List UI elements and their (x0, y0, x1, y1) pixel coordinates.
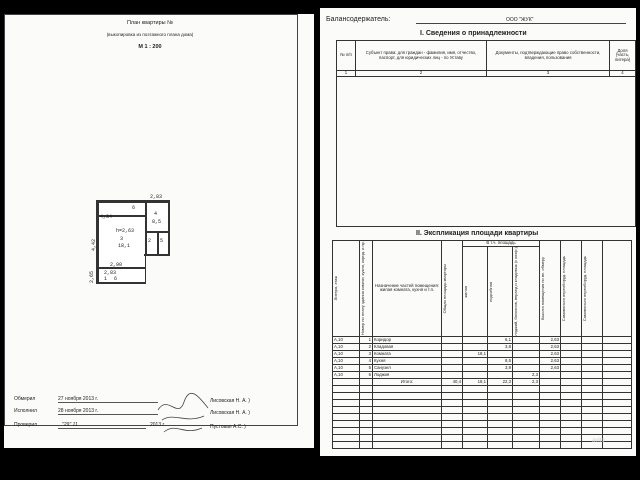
cell-height: 2,63 (540, 343, 561, 350)
label-dim-442: 4,42 (91, 238, 98, 252)
cell-height: 2,63 (540, 350, 561, 357)
cell-litera: А,10 (333, 364, 360, 371)
total-loggia: 2,3 (513, 378, 540, 385)
total-label: Итого: (373, 378, 442, 385)
cell-loggia (513, 336, 540, 343)
cell-loggia (513, 343, 540, 350)
cell-total (442, 350, 463, 357)
holder-value: ООО "ЖУК" (506, 17, 534, 23)
empty-row (333, 434, 632, 441)
label-dim-283b: 2,83 (104, 270, 117, 276)
sig-role-2: Исполнил (14, 408, 37, 414)
col-subject: Субъект права: для граждан - фамилия, имя, отчество, паспорт, для юридических лиц - по Уставу (356, 41, 487, 71)
table-row (333, 364, 632, 371)
ownership-body (337, 77, 636, 227)
cell-living: 18,1 (463, 350, 488, 357)
col-room-no: Номер по плану здания комнат, кухни, корид. и пр. (360, 241, 365, 336)
sig-date-1: 27 ноября 2013 г. (58, 396, 98, 402)
sig-date-2: 28 ноября 2013 г. (58, 408, 98, 414)
cell-name: Кухня (373, 357, 442, 364)
cell-litera: А,10 (333, 350, 360, 357)
cell-aux: 3,8 (488, 343, 513, 350)
col-litera: Литера, этаж (333, 276, 338, 301)
table-row (333, 343, 632, 350)
cell-total (442, 336, 463, 343)
cell-litera: А,10 (333, 336, 360, 343)
col-total: Общая площадь квартиры (442, 263, 447, 314)
cell-living (463, 371, 488, 378)
col-share: Доля (часть, литера) (610, 41, 636, 71)
label-r2: 2 (148, 238, 152, 244)
cell-living (463, 364, 488, 371)
empty-row (333, 385, 632, 392)
left-document-page (4, 14, 314, 448)
label-r4: 4 (154, 211, 158, 217)
cell-aux: 6,1 (488, 336, 513, 343)
cell-loggia: 2,3 (513, 371, 540, 378)
col-unauth-1: Самовольно переоборуд. площадь (561, 255, 566, 321)
cell-name: Комната (373, 350, 442, 357)
empty-row (333, 392, 632, 399)
cell-no: 4 (360, 357, 373, 364)
table-row (333, 336, 632, 343)
plan-scale: М 1 : 200 (138, 44, 162, 50)
cell-height: 2,63 (540, 336, 561, 343)
col-documents: Документы, подтверждающие право собственности, владения, пользования (487, 41, 610, 71)
sig-name-1: Лисовская Н. А. ) (210, 398, 250, 404)
cell-total (442, 357, 463, 364)
sig-name-2: Лисовская Н. А. ) (210, 410, 250, 416)
inner-wall (144, 254, 170, 256)
label-dim-434: 4,34 (100, 214, 113, 220)
area-table (332, 240, 632, 449)
holder-label: Балансодержатель: (326, 16, 391, 23)
cell-loggia (513, 350, 540, 357)
empty-row (333, 441, 632, 448)
cell-aux: 3,9 (488, 364, 513, 371)
cell-total (442, 364, 463, 371)
section2-title: II. Экспликация площади квартиры (416, 230, 539, 237)
cell-litera: А,10 (333, 371, 360, 378)
cell-height (540, 371, 561, 378)
sig-name-3: Пустовая А.С. ) (210, 424, 246, 430)
num-3: 3 (487, 71, 610, 77)
empty-row (333, 406, 632, 413)
total-living: 18,1 (463, 378, 488, 385)
label-dim-265: 2,65 (89, 270, 96, 284)
label-dim-290: 2,90 (110, 262, 123, 268)
label-r3-area: 18,1 (118, 243, 131, 249)
area-rows (333, 336, 632, 448)
col-purpose: Назначение частей помещения: жилая комната, кухня и т.п. (373, 241, 442, 337)
label-r1-area: 6 (114, 276, 118, 282)
room-4-kitchen (146, 202, 170, 232)
cell-total (442, 371, 463, 378)
label-height: h=2,63 (116, 228, 135, 234)
col-height: Высота помещения по вн. обмеру (540, 256, 545, 320)
col-incl: В т.ч. площадь (463, 241, 540, 247)
cell-name: Кладовая (373, 343, 442, 350)
sig-role-3: Проверил (14, 422, 38, 428)
table-row (333, 357, 632, 364)
label-r1: 1 (104, 276, 108, 282)
cell-no: 2 (360, 343, 373, 350)
handwritten-signature-icon (154, 390, 214, 438)
cell-aux (488, 350, 513, 357)
cell-living (463, 343, 488, 350)
cell-name: Лоджия (373, 371, 442, 378)
outer-wall-bottom (96, 282, 146, 284)
watermark: avito (592, 438, 605, 444)
total-aux: 22,3 (488, 378, 513, 385)
num-1: 1 (337, 71, 356, 77)
sig-date-3: "29" 11 (62, 422, 78, 428)
empty-row (333, 420, 632, 427)
table-row (333, 350, 632, 357)
room-3-living (98, 216, 146, 268)
col-unauth-2: Самовольно переоборуд. площадь (582, 255, 587, 321)
num-2: 2 (356, 71, 487, 77)
label-dim-283: 2,83 (150, 194, 163, 200)
sig-year-3: 2013 г. (150, 422, 166, 428)
label-r3: 3 (120, 236, 124, 242)
right-document-page (320, 8, 636, 456)
col-num: № п/п (337, 41, 356, 71)
cell-height: 2,63 (540, 357, 561, 364)
floor-plan (90, 192, 190, 288)
cell-living (463, 336, 488, 343)
sig-role-1: Обмерил (14, 396, 36, 402)
cell-no: 6 (360, 371, 373, 378)
cell-living (463, 357, 488, 364)
cell-aux (488, 371, 513, 378)
section1-title: I. Сведения о принадлежности (420, 30, 527, 37)
plan-subtitle: (выкопировка из поэтажного плана дома) (106, 32, 194, 37)
cell-no: 1 (360, 336, 373, 343)
cell-total (442, 343, 463, 350)
cell-loggia (513, 364, 540, 371)
col-loggia: лоджий, балконов, веранд и кладовых (с коэф.) (513, 247, 518, 336)
room-2-storage (146, 232, 158, 256)
cell-loggia (513, 357, 540, 364)
empty-row (333, 413, 632, 420)
cell-aux: 8,5 (488, 357, 513, 364)
cell-litera: А,10 (333, 357, 360, 364)
cell-no: 5 (360, 364, 373, 371)
cell-litera: А,10 (333, 343, 360, 350)
col-living: жилая (463, 285, 468, 298)
outer-wall-top (96, 200, 170, 202)
table-row (333, 371, 632, 378)
cell-name: Санузел (373, 364, 442, 371)
label-r4-area: 8,5 (152, 219, 162, 225)
num-4: 4 (610, 71, 636, 77)
total-total: 40,4 (442, 378, 463, 385)
empty-row (333, 399, 632, 406)
cell-no: 3 (360, 350, 373, 357)
cell-name: Коридор (373, 336, 442, 343)
cell-height: 2,63 (540, 364, 561, 371)
total-row (333, 378, 632, 385)
label-r5: 5 (160, 238, 164, 244)
col-aux: подсобная (488, 281, 493, 302)
empty-row (333, 427, 632, 434)
outer-wall-right (168, 200, 170, 256)
plan-title: План квартиры № (126, 20, 174, 26)
ownership-table (336, 40, 636, 227)
label-r6: 6 (132, 205, 136, 211)
